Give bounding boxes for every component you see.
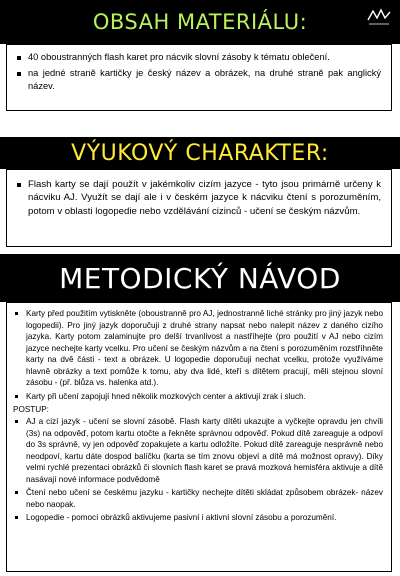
list-item: Čtení nebo učení se českému jazyku - kartičky nechejte dítěti skládat způsobem obrázek- název nebo naopak.	[13, 487, 383, 510]
brand-logo-icon	[366, 6, 392, 28]
content-list	[15, 51, 381, 93]
list-item: 40 oboustranných flash karet pro nácvik slovní zásoby k tématu oblečení.	[15, 51, 381, 64]
header-banner-content	[0, 0, 400, 44]
method-list-after	[13, 416, 383, 524]
list-item: Logopedie - pomocí obrázků aktivujeme pasivní i aktivní slovní zásobu a porozumění.	[13, 512, 383, 524]
list-item: AJ a cizí jazyk - učení se slovní zásobě. Flash karty dítěti ukazujte a vyčkejte opravdu jen chvíli (3s) na odpověď, potom kartu otočte a řekněte správnou odpověď. Pokud dítě zareaguje a odpoví do 3s správně, vy jen odpověď zopakujete a kartu odložíte. Pokud dítě zareaguje nesprávně nebo neodpoví, kartu dáte dospod balíčku (karta se tím znovu objeví a dítě má možnost opravy). Díky velmi rychlé prezentaci obrázků či slovních flash karet se pravá mozková hemisféra aktivuje a dítě nasávají nové informace podvědomě	[13, 416, 383, 485]
list-item: Flash karty se dají použít v jakémkoliv cizím jazyce - tyto jsou primárně určeny k nácviku AJ. Využít se dají ale i v českém jazyce k nácviku čtení s porozuměním, potom v oblasti logopedie nebo vzdělávání cizinců - učení se českým názvům.	[15, 178, 381, 218]
section-title-content: OBSAH MATERIÁLU:	[92, 10, 308, 34]
method-box	[6, 302, 392, 572]
character-list	[15, 178, 381, 218]
list-item: Karty před použitím vytiskněte (oboustranně pro AJ, jednostranně liché stránky pro jiný jazyk nebo logopedii). Pro jiný jazyk doporučuji z druhé strany napsat nebo nalepit název z daného cizího jazyka. Karty potom zalaminujte pro delší trvanlivost a nastříhejte (pro použití v AJ nebo cizím jazyce nechejte karty vcelku. Pro učení se českým názvům a na čtení s porozuměním rozstříhněte karty na dvě části - text a obrázek. U logopedie doporučuji nechat vcelku, protože využíváme hlavně obrázky a text pomůže k tomu, aby dva lidé, kteří s dítětem pracují, měli stejnou slovní zásobu - (př. blůza vs. halenka atd.).	[13, 308, 383, 389]
section-title-character: VÝUKOVÝ CHARAKTER:	[71, 140, 329, 166]
content-box	[6, 44, 392, 111]
header-banner-character	[0, 137, 400, 169]
list-item: na jedné straně kartičky je český název a obrázek, na druhé straně pak anglický název.	[15, 67, 381, 93]
list-item: Karty při učení zapojují hned několik mozkových center a aktivují zrak i sluch.	[13, 391, 383, 403]
header-banner-method	[0, 254, 400, 302]
character-box	[6, 169, 392, 247]
method-list-before	[13, 308, 383, 402]
postup-label: POSTUP:	[13, 405, 49, 414]
section-title-method: METODICKÝ NÁVOD	[59, 261, 341, 295]
